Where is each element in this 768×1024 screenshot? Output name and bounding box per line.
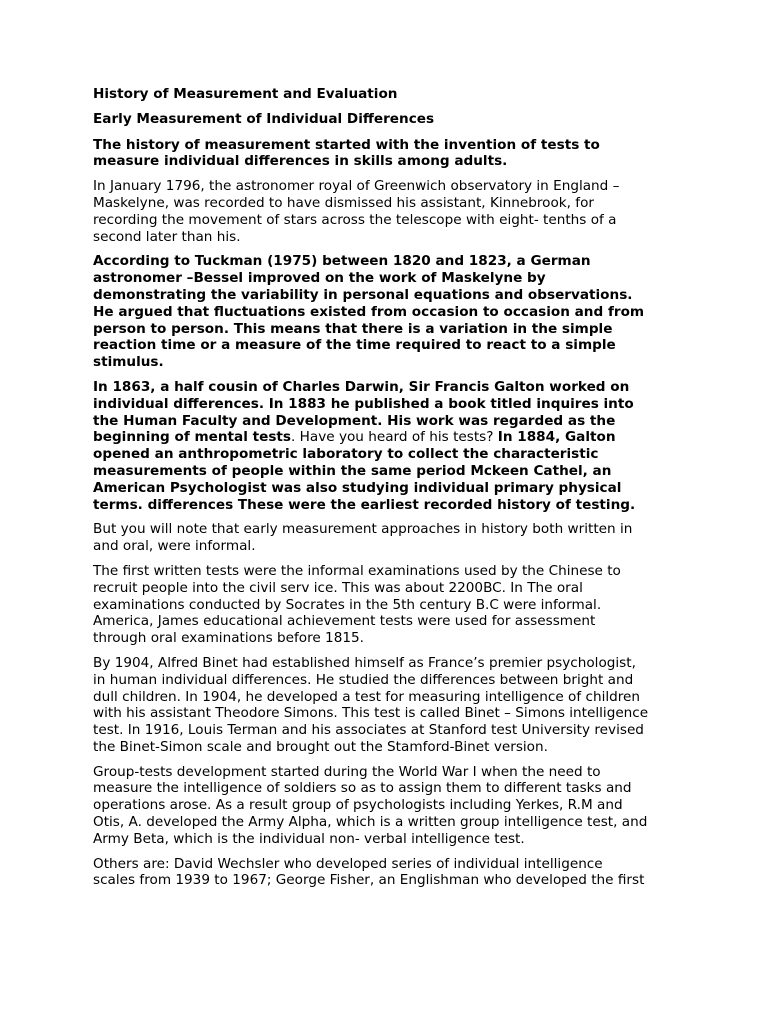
text-line xyxy=(93,780,675,797)
text-line xyxy=(93,253,675,270)
text-line xyxy=(93,212,675,229)
paragraph-groups xyxy=(93,764,675,848)
text-line xyxy=(93,705,675,722)
text-line xyxy=(93,270,675,287)
bold-text-run: In 1884, Galton xyxy=(497,429,616,446)
text-line xyxy=(93,580,675,597)
paragraph-maskelyne xyxy=(93,178,675,245)
text-line xyxy=(93,137,675,154)
bold-text-run: American Psychologist was also studying individual primary physical xyxy=(93,479,622,496)
text-line xyxy=(93,337,675,354)
text-line xyxy=(93,872,675,889)
text-line xyxy=(93,538,675,555)
paragraph-intro xyxy=(93,137,675,171)
text-line xyxy=(93,153,675,170)
bold-text-run: He argued that fluctuations existed from occasion to occasion and from xyxy=(93,303,645,320)
text-line xyxy=(93,689,675,706)
bold-text-run: beginning of mental tests xyxy=(93,429,292,446)
text-line xyxy=(93,396,675,413)
text-run: Otis, A. developed the Army Alpha, which is a written group intelligence test, and xyxy=(93,814,648,831)
document-title: History of Measurement and Evaluation xyxy=(93,86,398,102)
text-run: Group-tests development started during the World War I when the need to xyxy=(93,763,601,780)
text-line xyxy=(93,563,675,580)
text-run: through oral examinations before 1815. xyxy=(93,630,364,647)
bold-text-run: person to person. This means that there is a variation in the simple xyxy=(93,320,613,337)
text-run: But you will note that early measurement approaches in history both written in xyxy=(93,521,633,538)
text-run: in human individual differences. He studied the differences between bright and xyxy=(93,671,634,688)
text-run: dull children. In 1904, he developed a test for measuring intelligence of children xyxy=(93,688,641,705)
text-line xyxy=(93,229,675,246)
bold-text-run: According to Tuckman (1975) between 1820 and 1823, a German xyxy=(93,253,591,270)
text-line xyxy=(93,354,675,371)
bold-text-run: the Human Faculty and Development. His work was regarded as the xyxy=(93,412,616,429)
text-line xyxy=(93,764,675,781)
text-line xyxy=(93,446,675,463)
text-line xyxy=(93,722,675,739)
text-run: America, James educational achievement tests were used for assessment xyxy=(93,613,596,630)
paragraph-binet xyxy=(93,655,675,756)
bold-text-run: individual differences. In 1883 he published a book titled inquires into xyxy=(93,395,634,412)
paragraph-galton xyxy=(93,379,675,513)
text-run: Others are: David Wechsler who developed series of individual intelligence xyxy=(93,855,603,872)
text-run: scales from 1939 to 1967; George Fisher, an Englishman who developed the first xyxy=(93,872,645,889)
text-run: measure the intelligence of soldiers so as to assign them to different tasks and xyxy=(93,780,632,797)
text-run: and oral, were informal. xyxy=(93,538,256,555)
text-line xyxy=(93,178,675,195)
text-line xyxy=(93,195,675,212)
text-run: By 1904, Alfred Binet had established himself as France’s premier psychologist, xyxy=(93,654,636,671)
document-subtitle: Early Measurement of Individual Differences xyxy=(93,110,435,127)
bold-text-run: measure individual differences in skills among adults. xyxy=(93,153,508,170)
text-line xyxy=(93,856,675,873)
text-line xyxy=(93,597,675,614)
text-run: with his assistant Theodore Simons. This test is called Binet – Simons intelligence xyxy=(93,705,649,722)
text-line xyxy=(93,321,675,338)
text-run: Maskelyne, was recorded to have dismissed his assistant, Kinnebrook, for xyxy=(93,194,594,211)
bold-text-run: astronomer –Bessel improved on the work of Maskelyne by xyxy=(93,270,546,287)
text-line xyxy=(93,429,675,446)
bold-text-run: stimulus. xyxy=(93,354,164,371)
paragraph-informal xyxy=(93,521,675,555)
text-line xyxy=(93,413,675,430)
bold-text-run: reaction time or a measure of the time required to react to a simple xyxy=(93,337,616,354)
text-run: examinations conducted by Socrates in the 5th century B.C were informal. xyxy=(93,596,602,613)
text-run: The first written tests were the informal examinations used by the Chinese to xyxy=(93,562,621,579)
bold-text-run: demonstrating the variability in personal equations and observations. xyxy=(93,286,633,303)
text-line xyxy=(93,480,675,497)
bold-text-run: terms. differences These were the earliest recorded history of testing. xyxy=(93,496,636,513)
document-page xyxy=(93,86,675,897)
text-line xyxy=(93,287,675,304)
text-run: In January 1796, the astronomer royal of Greenwich observatory in England – xyxy=(93,178,620,195)
document-body xyxy=(93,137,675,890)
paragraph-tuckman xyxy=(93,253,675,371)
text-line xyxy=(93,672,675,689)
text-run: second later than his. xyxy=(93,228,241,245)
text-line xyxy=(93,613,675,630)
paragraph-chinese xyxy=(93,563,675,647)
bold-text-run: In 1863, a half cousin of Charles Darwin, Sir Francis Galton worked on xyxy=(93,378,630,395)
text-run: Army Beta, which is the individual non- verbal intelligence test. xyxy=(93,830,525,847)
text-line xyxy=(93,630,675,647)
text-line xyxy=(93,304,675,321)
text-line xyxy=(93,797,675,814)
bold-text-run: opened an anthropometric laboratory to collect the characteristic xyxy=(93,446,599,463)
text-run: operations arose. As a result group of psychologists including Yerkes, R.M and xyxy=(93,797,623,814)
text-line xyxy=(93,831,675,848)
text-line xyxy=(93,739,675,756)
text-run: test. In 1916, Louis Terman and his associates at Stanford test University revised xyxy=(93,722,644,739)
bold-text-run: measurements of people within the same period Mckeen Cathel, an xyxy=(93,462,612,479)
text-run: recruit people into the civil serv ice. This was about 2200BC. In The oral xyxy=(93,579,583,596)
text-line xyxy=(93,497,675,514)
bold-text-run: The history of measurement started with the invention of tests to xyxy=(93,136,600,153)
text-run: recording the movement of stars across the telescope with eight- tenths of a xyxy=(93,211,617,228)
paragraph-others xyxy=(93,856,675,890)
text-run: . Have you heard of his tests? xyxy=(291,429,498,446)
text-line xyxy=(93,521,675,538)
text-line xyxy=(93,379,675,396)
text-line xyxy=(93,655,675,672)
text-line xyxy=(93,463,675,480)
text-line xyxy=(93,814,675,831)
text-run: the Binet-Simon scale and brought out the Stamford-Binet version. xyxy=(93,738,548,755)
